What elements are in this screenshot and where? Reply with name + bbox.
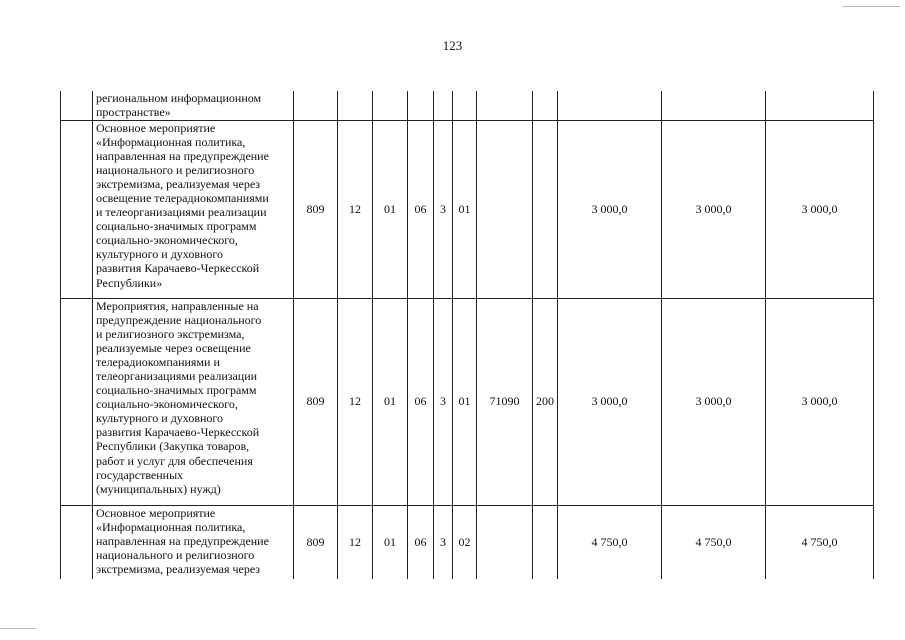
expense-type-cell	[533, 120, 558, 298]
table-row	[61, 298, 874, 505]
gr-cell: 809	[294, 505, 338, 579]
program-cell: 06	[408, 298, 434, 505]
gr-cell: 809	[294, 298, 338, 505]
year1-amount-cell: 3 000,0	[558, 120, 662, 298]
row-number-cell	[61, 298, 93, 505]
scan-artifact-top-right	[842, 6, 900, 7]
year1-amount-cell: 3 000,0	[558, 298, 662, 505]
gr-cell: 809	[294, 120, 338, 298]
table-row	[61, 91, 874, 120]
year1-amount-cell: 4 750,0	[558, 505, 662, 579]
expense-type-cell: 200	[533, 298, 558, 505]
rz-cell	[338, 91, 373, 120]
subprogram-cell: 3	[434, 120, 453, 298]
pr-cell: 01	[373, 120, 408, 298]
row-number-cell	[61, 91, 93, 120]
direction-code-cell	[477, 120, 533, 298]
subprogram-cell: 3	[434, 505, 453, 579]
year1-amount-cell	[558, 91, 662, 120]
rz-cell: 12	[338, 298, 373, 505]
program-cell	[408, 91, 434, 120]
subprogram-cell: 3	[434, 298, 453, 505]
year2-amount-cell: 3 000,0	[662, 120, 766, 298]
year3-amount-cell: 4 750,0	[766, 505, 874, 579]
table-row	[61, 120, 874, 298]
year2-amount-cell	[662, 91, 766, 120]
pr-cell	[373, 91, 408, 120]
year2-amount-cell: 3 000,0	[662, 298, 766, 505]
activity-cell: 01	[453, 298, 477, 505]
page-number: 123	[442, 38, 463, 53]
direction-code-cell	[477, 91, 533, 120]
program-cell: 06	[408, 120, 434, 298]
year3-amount-cell	[766, 91, 874, 120]
pr-cell: 01	[373, 298, 408, 505]
direction-code-cell: 71090	[477, 298, 533, 505]
rz-cell: 12	[338, 505, 373, 579]
year3-amount-cell: 3 000,0	[766, 298, 874, 505]
activity-cell: 01	[453, 120, 477, 298]
scan-artifact-bottom-left	[0, 628, 36, 629]
activity-cell: 02	[453, 505, 477, 579]
description-cell: Основное мероприятие «Информационная политика, направленная на предупреждение национального и религиозного экстремизма, реализуемая через	[93, 505, 294, 579]
expense-type-cell	[533, 505, 558, 579]
row-number-cell	[61, 505, 93, 579]
gr-cell	[294, 91, 338, 120]
year2-amount-cell: 4 750,0	[662, 505, 766, 579]
description-cell: Основное мероприятие «Информационная политика, направленная на предупреждение национального и религиозного экстремизма, реализуемая через освещение телерадиокомпаниями и телеорганизациями реализации социально-значимых программ социально-экономического, культурного и духовного развития Карачаево-Черкесской Республики»	[93, 120, 294, 298]
expense-type-cell	[533, 91, 558, 120]
program-cell: 06	[408, 505, 434, 579]
table-row	[61, 505, 874, 579]
activity-cell	[453, 91, 477, 120]
row-number-cell	[61, 120, 93, 298]
direction-code-cell	[477, 505, 533, 579]
pr-cell: 01	[373, 505, 408, 579]
subprogram-cell	[434, 91, 453, 120]
rz-cell: 12	[338, 120, 373, 298]
description-cell: региональном информационном пространстве»	[93, 91, 294, 120]
description-cell: Мероприятия, направленные на предупреждение национального и религиозного экстремизма, реализуемые через освещение телерадиокомпаниями и телеорганизациями реализации социально-значимых программ социально-экономического, культурного и духовного развития Карачаево-Черкесской Республики (Закупка товаров, работ и услуг для обеспечения государственных (муниципальных) нужд)	[93, 298, 294, 505]
year3-amount-cell: 3 000,0	[766, 120, 874, 298]
budget-table	[60, 91, 874, 579]
